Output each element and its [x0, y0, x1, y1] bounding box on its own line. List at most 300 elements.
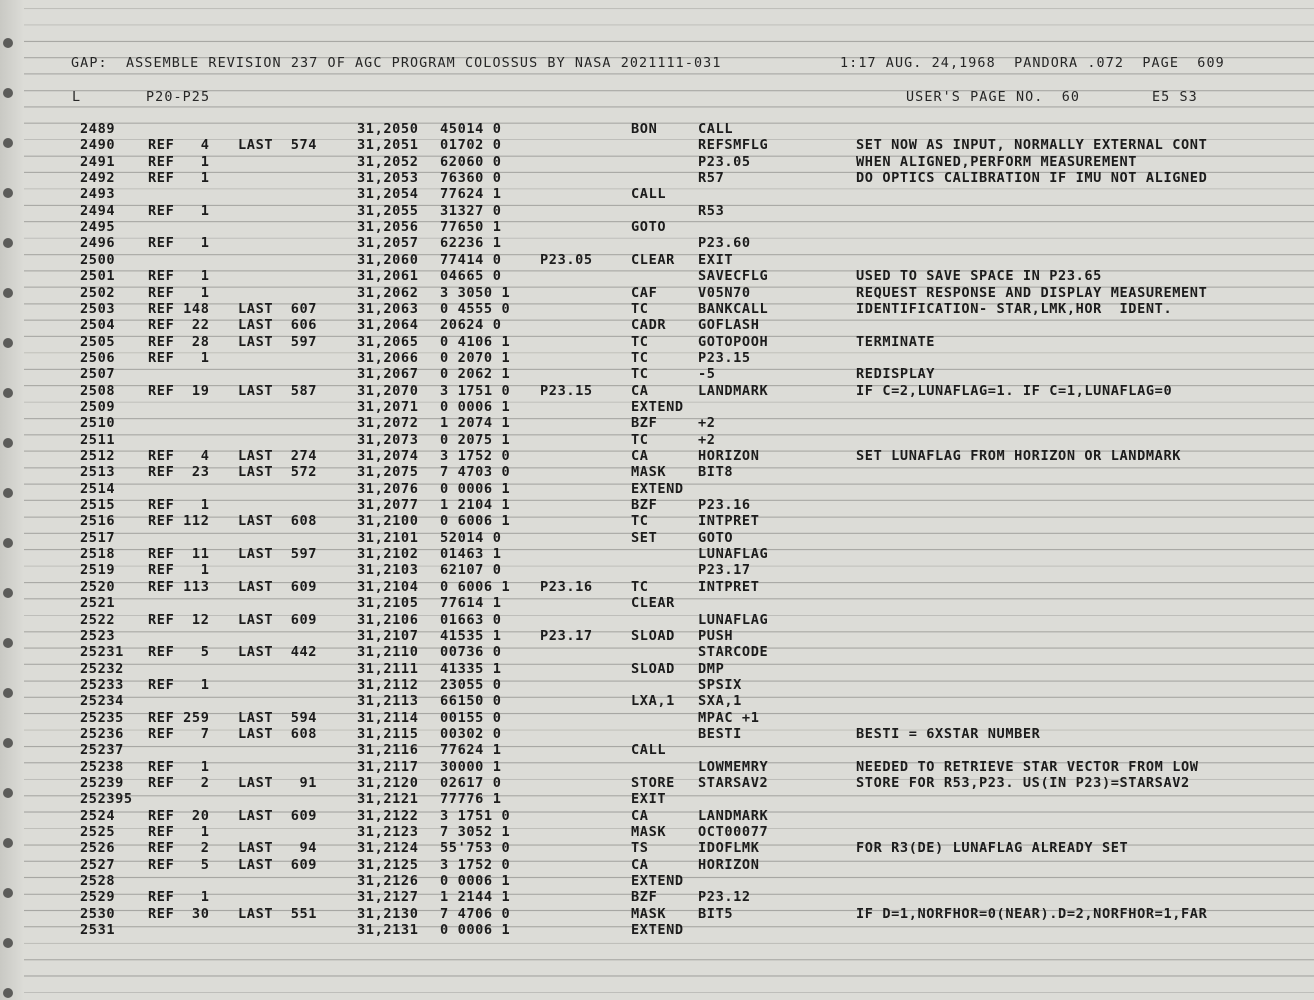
cell-addr: 31,2130: [357, 905, 419, 922]
cell-ln: 2524: [80, 807, 116, 824]
header-type: L: [72, 90, 82, 105]
cell-ref: REF 23: [148, 464, 210, 481]
cell-ln: 2511: [80, 431, 116, 448]
cell-ref: REF 11: [148, 546, 210, 563]
tractor-hole-icon: [3, 838, 13, 848]
cell-ln: 252395: [80, 791, 133, 808]
cell-operand: MPAC +1: [698, 709, 760, 726]
cell-word: 0 6006 1: [440, 513, 511, 530]
cell-word: 1 2104 1: [440, 497, 511, 514]
cell-addr: 31,2064: [357, 317, 419, 334]
cell-operand: EXIT: [698, 251, 734, 268]
cell-word: 62060 0: [440, 153, 502, 170]
cell-operand: V05N70: [698, 284, 751, 301]
cell-last: LAST 607: [238, 300, 318, 317]
cell-addr: 31,2074: [357, 448, 419, 464]
cell-word: 0 2062 1: [440, 366, 511, 383]
cell-addr: 31,2073: [357, 431, 419, 448]
cell-word: 77624 1: [440, 186, 502, 203]
cell-ln: 2518: [80, 546, 116, 563]
tractor-hole-icon: [3, 938, 13, 948]
cell-label: P23.17: [540, 627, 593, 644]
cell-ref: REF 1: [148, 562, 210, 579]
cell-operand: LANDMARK: [698, 807, 769, 824]
cell-ref: REF 1: [148, 349, 210, 366]
cell-ln: 2495: [80, 219, 116, 236]
cell-label: P23.16: [540, 578, 593, 595]
tractor-hole-icon: [3, 688, 13, 698]
cell-ref: REF 28: [148, 333, 210, 350]
cell-addr: 31,2114: [357, 709, 419, 726]
cell-comment: SET LUNAFLAG FROM HORIZON OR LANDMARK: [856, 448, 1182, 464]
cell-ln: 2515: [80, 497, 116, 514]
cell-operand: PUSH: [698, 627, 734, 644]
cell-ref: REF 148: [148, 300, 210, 317]
cell-word: 45014 0: [440, 121, 502, 137]
cell-word: 3 1751 0: [440, 807, 511, 824]
cell-word: 77624 1: [440, 742, 502, 759]
cell-addr: 31,2063: [357, 300, 419, 317]
cell-op: EXTEND: [631, 398, 684, 415]
cell-op: TS: [631, 840, 649, 857]
cell-comment: TERMINATE: [856, 333, 936, 350]
cell-comment: REDISPLAY: [856, 366, 936, 383]
cell-ln: 25239: [80, 775, 124, 791]
cell-ref: REF 1: [148, 170, 210, 187]
cell-addr: 31,2107: [357, 627, 419, 644]
cell-last: LAST 608: [238, 513, 318, 530]
cell-addr: 31,2123: [357, 824, 419, 841]
cell-word: 52014 0: [440, 529, 502, 546]
cell-last: LAST 572: [238, 464, 318, 481]
cell-op: TC: [631, 431, 649, 448]
cell-ln: 2492: [80, 170, 116, 187]
cell-ln: 2507: [80, 366, 116, 383]
cell-word: 41335 1: [440, 660, 502, 677]
cell-operand: CALL: [698, 121, 734, 137]
cell-addr: 31,2124: [357, 840, 419, 857]
cell-comment: SET NOW AS INPUT, NORMALLY EXTERNAL CONT: [856, 137, 1208, 154]
cell-last: LAST 587: [238, 382, 318, 399]
cell-ref: REF 1: [148, 153, 210, 170]
cell-addr: 31,2131: [357, 922, 419, 939]
cell-word: 55'753 0: [440, 840, 511, 857]
cell-ln: 2526: [80, 840, 116, 857]
cell-last: LAST 609: [238, 611, 318, 628]
cell-ref: REF 22: [148, 317, 210, 334]
cell-ln: 2519: [80, 562, 116, 579]
cell-comment: REQUEST RESPONSE AND DISPLAY MEASUREMENT: [856, 284, 1208, 301]
cell-ln: 2528: [80, 873, 116, 890]
tractor-hole-icon: [3, 238, 13, 248]
cell-word: 31327 0: [440, 202, 502, 219]
cell-last: LAST 597: [238, 333, 318, 350]
cell-addr: 31,2076: [357, 480, 419, 497]
cell-ln: 2493: [80, 186, 116, 203]
cell-addr: 31,2117: [357, 758, 419, 775]
cell-operand: R53: [698, 202, 725, 219]
cell-op: CLEAR: [631, 595, 675, 612]
cell-ln: 25231: [80, 644, 124, 661]
cell-ln: 25234: [80, 693, 124, 710]
cell-ln: 2489: [80, 121, 116, 137]
cell-ln: 2525: [80, 824, 116, 841]
cell-ln: 2531: [80, 922, 116, 939]
cell-last: LAST 94: [238, 840, 318, 857]
cell-addr: 31,2055: [357, 202, 419, 219]
cell-ln: 2503: [80, 300, 116, 317]
cell-word: 7 3052 1: [440, 824, 511, 841]
cell-op: EXTEND: [631, 480, 684, 497]
cell-addr: 31,2061: [357, 268, 419, 285]
cell-word: 02617 0: [440, 775, 502, 791]
cell-last: LAST 609: [238, 856, 318, 873]
cell-operand: INTPRET: [698, 578, 760, 595]
cell-ref: REF 1: [148, 268, 210, 285]
cell-operand: -5: [698, 366, 716, 383]
cell-operand: P23.12: [698, 889, 751, 906]
cell-ref: REF 2: [148, 775, 210, 791]
cell-last: LAST 574: [238, 137, 318, 154]
cell-op: MASK: [631, 824, 667, 841]
cell-op: MASK: [631, 464, 667, 481]
cell-op: EXTEND: [631, 922, 684, 939]
tractor-hole-icon: [3, 738, 13, 748]
cell-addr: 31,2100: [357, 513, 419, 530]
cell-ln: 2494: [80, 202, 116, 219]
cell-comment: DO OPTICS CALIBRATION IF IMU NOT ALIGNED: [856, 170, 1208, 187]
cell-addr: 31,2101: [357, 529, 419, 546]
cell-addr: 31,2060: [357, 251, 419, 268]
cell-operand: LUNAFLAG: [698, 546, 769, 563]
cell-addr: 31,2113: [357, 693, 419, 710]
cell-comment: IDENTIFICATION- STAR,LMK,HOR IDENT.: [856, 300, 1173, 317]
cell-ln: 2512: [80, 448, 116, 464]
cell-ln: 2517: [80, 529, 116, 546]
cell-word: 77650 1: [440, 219, 502, 236]
cell-ln: 2501: [80, 268, 116, 285]
cell-addr: 31,2066: [357, 349, 419, 366]
cell-ln: 2504: [80, 317, 116, 334]
cell-ln: 2523: [80, 627, 116, 644]
cell-last: LAST 594: [238, 709, 318, 726]
cell-addr: 31,2103: [357, 562, 419, 579]
cell-addr: 31,2077: [357, 497, 419, 514]
cell-operand: P23.05: [698, 153, 751, 170]
cell-word: 0 0006 1: [440, 480, 511, 497]
cell-operand: SAVECFLG: [698, 268, 769, 285]
cell-addr: 31,2065: [357, 333, 419, 350]
cell-operand: STARSAV2: [698, 775, 769, 791]
cell-comment: IF D=1,NORFHOR=0(NEAR).D=2,NORFHOR=1,FAR: [856, 905, 1208, 922]
cell-ln: 25236: [80, 725, 124, 742]
cell-ref: REF 259: [148, 709, 210, 726]
cell-ln: 2490: [80, 137, 116, 154]
cell-ln: 2529: [80, 889, 116, 906]
page-code: E5 S3: [1152, 90, 1198, 105]
cell-operand: HORIZON: [698, 856, 760, 873]
cell-ref: REF 5: [148, 856, 210, 873]
cell-ln: 2513: [80, 464, 116, 481]
cell-op: CA: [631, 448, 649, 464]
cell-word: 00736 0: [440, 644, 502, 661]
cell-op: STORE: [631, 775, 675, 791]
cell-addr: 31,2071: [357, 398, 419, 415]
tractor-hole-icon: [3, 288, 13, 298]
cell-ref: REF 1: [148, 676, 210, 693]
cell-op: CA: [631, 807, 649, 824]
cell-comment: USED TO SAVE SPACE IN P23.65: [856, 268, 1102, 285]
cell-word: 01702 0: [440, 137, 502, 154]
cell-op: CALL: [631, 742, 667, 759]
tractor-hole-icon: [3, 388, 13, 398]
tractor-hole-icon: [3, 588, 13, 598]
cell-op: BZF: [631, 889, 658, 906]
cell-word: 62236 1: [440, 235, 502, 252]
cell-comment: WHEN ALIGNED,PERFORM MEASUREMENT: [856, 153, 1138, 170]
cell-comment: BESTI = 6XSTAR NUMBER: [856, 725, 1041, 742]
cell-op: CLEAR: [631, 251, 675, 268]
cell-addr: 31,2057: [357, 235, 419, 252]
cell-comment: FOR R3(DE) LUNAFLAG ALREADY SET: [856, 840, 1129, 857]
cell-addr: 31,2072: [357, 415, 419, 432]
tractor-hole-icon: [3, 438, 13, 448]
cell-operand: INTPRET: [698, 513, 760, 530]
cell-addr: 31,2102: [357, 546, 419, 563]
cell-ln: 25232: [80, 660, 124, 677]
cell-op: CALL: [631, 186, 667, 203]
cell-operand: IDOFLMK: [698, 840, 760, 857]
cell-last: LAST 597: [238, 546, 318, 563]
cell-op: BZF: [631, 497, 658, 514]
cell-word: 77614 1: [440, 595, 502, 612]
cell-ref: REF 112: [148, 513, 210, 530]
cell-word: 0 0006 1: [440, 873, 511, 890]
cell-addr: 31,2122: [357, 807, 419, 824]
cell-word: 66150 0: [440, 693, 502, 710]
cell-ref: REF 4: [148, 448, 210, 464]
cell-operand: SPSIX: [698, 676, 742, 693]
cell-label: P23.05: [540, 251, 593, 268]
cell-op: CA: [631, 382, 649, 399]
cell-ln: 2530: [80, 905, 116, 922]
cell-addr: 31,2075: [357, 464, 419, 481]
cell-addr: 31,2056: [357, 219, 419, 236]
cell-label: P23.15: [540, 382, 593, 399]
cell-op: BON: [631, 121, 658, 137]
cell-operand: LUNAFLAG: [698, 611, 769, 628]
cell-op: LXA,1: [631, 693, 675, 710]
cell-operand: P23.15: [698, 349, 751, 366]
cell-ln: 2521: [80, 595, 116, 612]
cell-operand: +2: [698, 415, 716, 432]
page-title: GAP: ASSEMBLE REVISION 237 OF AGC PROGRAM COLOSSUS BY NASA 2021111-031: [71, 56, 722, 71]
cell-operand: GOFLASH: [698, 317, 760, 334]
cell-addr: 31,2127: [357, 889, 419, 906]
cell-op: CADR: [631, 317, 667, 334]
tractor-hole-icon: [3, 188, 13, 198]
cell-op: TC: [631, 349, 649, 366]
cell-addr: 31,2051: [357, 137, 419, 154]
cell-ln: 2502: [80, 284, 116, 301]
cell-ln: 25235: [80, 709, 124, 726]
cell-ln: 2510: [80, 415, 116, 432]
cell-ref: REF 113: [148, 578, 210, 595]
cell-op: TC: [631, 300, 649, 317]
cell-addr: 31,2121: [357, 791, 419, 808]
cell-operand: OCT00077: [698, 824, 769, 841]
cell-operand: SXA,1: [698, 693, 742, 710]
cell-addr: 31,2067: [357, 366, 419, 383]
cell-addr: 31,2050: [357, 121, 419, 137]
cell-ln: 2496: [80, 235, 116, 252]
cell-word: 00155 0: [440, 709, 502, 726]
cell-ref: REF 30: [148, 905, 210, 922]
cell-op: TC: [631, 333, 649, 350]
cell-addr: 31,2104: [357, 578, 419, 595]
cell-addr: 31,2112: [357, 676, 419, 693]
cell-addr: 31,2120: [357, 775, 419, 791]
cell-ref: REF 1: [148, 824, 210, 841]
cell-ref: REF 1: [148, 758, 210, 775]
cell-ln: 2509: [80, 398, 116, 415]
cell-operand: BIT8: [698, 464, 734, 481]
cell-ln: 2522: [80, 611, 116, 628]
cell-ln: 2527: [80, 856, 116, 873]
cell-ref: REF 2: [148, 840, 210, 857]
cell-word: 0 4555 0: [440, 300, 511, 317]
cell-addr: 31,2070: [357, 382, 419, 399]
cell-word: 1 2144 1: [440, 889, 511, 906]
cell-word: 0 2070 1: [440, 349, 511, 366]
cell-last: LAST 606: [238, 317, 318, 334]
cell-ln: 2520: [80, 578, 116, 595]
cell-ln: 2491: [80, 153, 116, 170]
cell-word: 01663 0: [440, 611, 502, 628]
cell-word: 3 1751 0: [440, 382, 511, 399]
cell-word: 76360 0: [440, 170, 502, 187]
cell-op: EXIT: [631, 791, 667, 808]
cell-op: TC: [631, 513, 649, 530]
cell-addr: 31,2054: [357, 186, 419, 203]
cell-comment: NEEDED TO RETRIEVE STAR VECTOR FROM LOW: [856, 758, 1199, 775]
cell-operand: LOWMEMRY: [698, 758, 769, 775]
cell-last: LAST 91: [238, 775, 318, 791]
tractor-hole-icon: [3, 488, 13, 498]
cell-operand: BIT5: [698, 905, 734, 922]
cell-ref: REF 5: [148, 644, 210, 661]
tractor-hole-icon: [3, 138, 13, 148]
cell-ln: 2506: [80, 349, 116, 366]
cell-ref: REF 12: [148, 611, 210, 628]
cell-word: 0 0006 1: [440, 922, 511, 939]
cell-operand: HORIZON: [698, 448, 760, 464]
cell-ref: REF 1: [148, 202, 210, 219]
cell-addr: 31,2052: [357, 153, 419, 170]
cell-word: 3 1752 0: [440, 856, 511, 873]
cell-word: 41535 1: [440, 627, 502, 644]
tractor-hole-icon: [3, 38, 13, 48]
cell-word: 0 2075 1: [440, 431, 511, 448]
cell-ln: 25237: [80, 742, 124, 759]
cell-word: 77776 1: [440, 791, 502, 808]
cell-ref: REF 1: [148, 284, 210, 301]
cell-last: LAST 274: [238, 448, 318, 464]
cell-word: 7 4703 0: [440, 464, 511, 481]
cell-operand: +2: [698, 431, 716, 448]
cell-addr: 31,2062: [357, 284, 419, 301]
cell-addr: 31,2125: [357, 856, 419, 873]
cell-word: 04665 0: [440, 268, 502, 285]
cell-word: 23055 0: [440, 676, 502, 693]
cell-word: 3 3050 1: [440, 284, 511, 301]
cell-operand: P23.17: [698, 562, 751, 579]
tractor-hole-icon: [3, 788, 13, 798]
cell-op: SLOAD: [631, 627, 675, 644]
cell-operand: LANDMARK: [698, 382, 769, 399]
cell-operand: P23.60: [698, 235, 751, 252]
cell-last: LAST 609: [238, 807, 318, 824]
tractor-hole-icon: [3, 88, 13, 98]
section-name: P20-P25: [146, 90, 211, 105]
cell-operand: REFSMFLG: [698, 137, 769, 154]
cell-operand: BANKCALL: [698, 300, 769, 317]
cell-addr: 31,2116: [357, 742, 419, 759]
cell-word: 0 0006 1: [440, 398, 511, 415]
cell-ln: 2505: [80, 333, 116, 350]
cell-addr: 31,2053: [357, 170, 419, 187]
users-page: USER'S PAGE NO. 60: [906, 90, 1081, 105]
tractor-hole-icon: [3, 338, 13, 348]
cell-word: 0 4106 1: [440, 333, 511, 350]
cell-operand: GOTO: [698, 529, 734, 546]
cell-op: MASK: [631, 905, 667, 922]
cell-operand: BESTI: [698, 725, 742, 742]
tractor-hole-icon: [3, 988, 13, 998]
cell-addr: 31,2106: [357, 611, 419, 628]
cell-addr: 31,2105: [357, 595, 419, 612]
cell-op: SLOAD: [631, 660, 675, 677]
cell-ref: REF 1: [148, 235, 210, 252]
cell-word: 1 2074 1: [440, 415, 511, 432]
tractor-hole-icon: [3, 888, 13, 898]
cell-ln: 2516: [80, 513, 116, 530]
cell-last: LAST 609: [238, 578, 318, 595]
cell-word: 30000 1: [440, 758, 502, 775]
cell-word: 77414 0: [440, 251, 502, 268]
cell-addr: 31,2115: [357, 725, 419, 742]
cell-addr: 31,2126: [357, 873, 419, 890]
cell-word: 3 1752 0: [440, 448, 511, 464]
cell-operand: STARCODE: [698, 644, 769, 661]
cell-operand: P23.16: [698, 497, 751, 514]
cell-addr: 31,2111: [357, 660, 419, 677]
cell-ref: REF 4: [148, 137, 210, 154]
cell-word: 7 4706 0: [440, 905, 511, 922]
cell-word: 01463 1: [440, 546, 502, 563]
cell-ref: REF 1: [148, 889, 210, 906]
cell-ref: REF 20: [148, 807, 210, 824]
tractor-hole-icon: [3, 538, 13, 548]
cell-op: EXTEND: [631, 873, 684, 890]
cell-op: CAF: [631, 284, 658, 301]
cell-ln: 25233: [80, 676, 124, 693]
cell-ln: 25238: [80, 758, 124, 775]
cell-word: 62107 0: [440, 562, 502, 579]
cell-comment: IF C=2,LUNAFLAG=1. IF C=1,LUNAFLAG=0: [856, 382, 1173, 399]
cell-ref: REF 1: [148, 497, 210, 514]
cell-ref: REF 7: [148, 725, 210, 742]
